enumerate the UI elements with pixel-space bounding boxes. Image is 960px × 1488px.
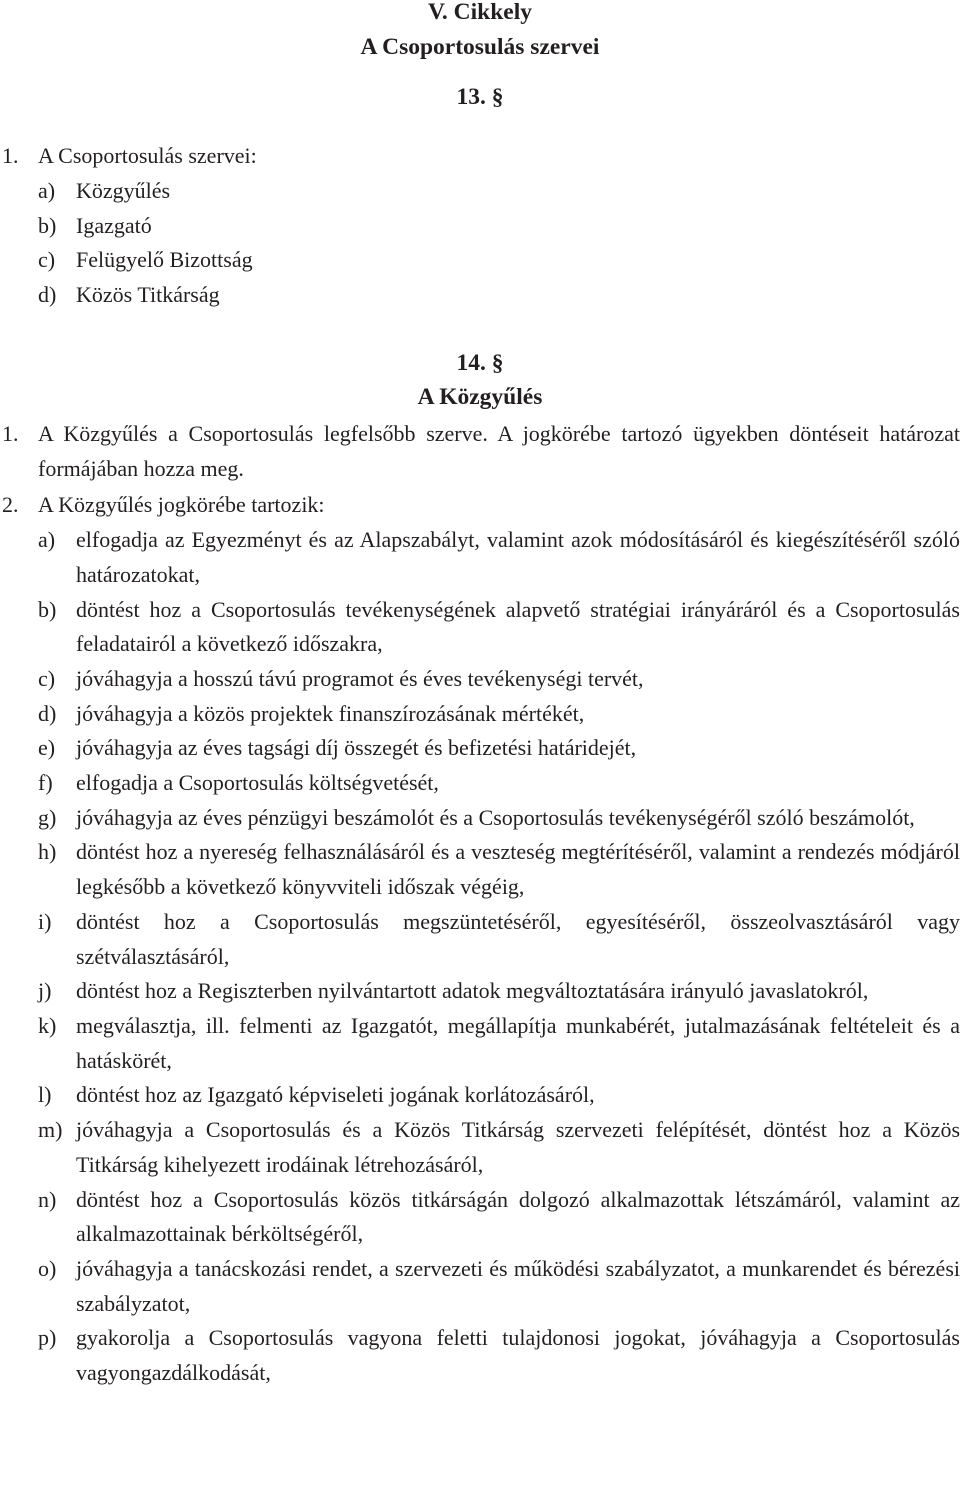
sub-item — [38, 1078, 960, 1113]
section-13-list — [0, 139, 960, 313]
sub-item-text: döntést hoz a Csoportosulás közös titkárságán dolgozó alkalmazottak létszámáról, valamint az alkalmazottainak bérköltségéről, — [76, 1186, 960, 1247]
sub-item-text: jóváhagyja a tanácskozási rendet, a szervezeti és működési szabályzatot, a munkarendet és bérezési szabályzatot, — [76, 1255, 960, 1316]
sub-item — [38, 593, 960, 662]
sub-item-label: c) — [38, 247, 56, 273]
section-14-subitems — [0, 523, 960, 1391]
sub-item — [38, 1183, 960, 1252]
sub-item-text: döntést hoz a nyereség felhasználásáról és a veszteség megtérítéséről, valamint a rendezés módjáról legkésőbb a következő könyvviteli időszak végéig, — [76, 839, 960, 900]
sub-item-text: jóváhagyja az éves pénzügyi beszámolót és a Csoportosulás tevékenységéről szóló beszámolót, — [76, 804, 915, 830]
sub-item-label: c) — [38, 665, 56, 691]
sub-item-text: jóváhagyja a hosszú távú programot és éves tevékenységi tervét, — [76, 665, 644, 691]
sub-item — [38, 1321, 960, 1390]
sub-item — [38, 835, 960, 904]
sub-item-label: o) — [38, 1255, 57, 1281]
sub-item-label: b) — [38, 596, 57, 622]
sub-item-text: Igazgató — [76, 212, 152, 238]
sub-item-label: p) — [38, 1325, 57, 1351]
sub-item — [38, 278, 960, 313]
sub-item — [38, 1009, 960, 1078]
chapter-subtitle: A Csoportosulás szervei — [360, 33, 600, 60]
sub-item-label: k) — [38, 1012, 57, 1038]
sub-item-text: jóváhagyja a Csoportosulás és a Közös Titkárság szervezeti felépítését, döntést hoz a Közös Titkárság kihelyezett irodáinak létrehozásáról, — [76, 1117, 960, 1177]
sub-item-text: Közgyűlés — [76, 177, 171, 203]
sub-item-label: h) — [38, 839, 57, 865]
sub-item-text: döntést hoz a Csoportosulás megszüntetéséről, egyesítéséről, összeolvasztásáról vagy szétválasztásáról, — [76, 908, 960, 969]
sub-item — [38, 974, 960, 1009]
sub-item-label: m) — [38, 1117, 63, 1143]
sub-item — [38, 697, 960, 732]
sub-item — [38, 731, 960, 766]
sub-item-text: megválasztja, ill. felmenti az Igazgatót, megállapítja munkabérét, jutalmazásának feltételeit és a hatáskörét, — [76, 1012, 960, 1073]
section-14-heading: 14. § — [456, 349, 504, 376]
item-text: A Csoportosulás szervei: — [38, 143, 257, 169]
sub-item-text: jóváhagyja az éves tagsági díj összegét és befizetési határidejét, — [76, 735, 637, 761]
item-number: 1. — [2, 421, 19, 447]
sub-item-text: gyakorolja a Csoportosulás vagyona feletti tulajdonosi jogokat, jóváhagyja a Csoportosulás vagyongazdálkodását, — [76, 1325, 960, 1386]
item-number: 1. — [2, 143, 19, 169]
sub-item — [38, 801, 960, 836]
sub-item-text: jóváhagyja a közös projektek finanszírozásának mértékét, — [76, 700, 585, 726]
sub-item — [38, 174, 960, 209]
sub-item-text: döntést hoz a Regiszterben nyilvántartott adatok megváltoztatására irányuló javaslatokról, — [76, 978, 869, 1004]
sub-item-text: elfogadja a Csoportosulás költségvetését, — [76, 770, 439, 796]
sub-item-label: l) — [38, 1082, 52, 1108]
section-14-list — [0, 417, 960, 1391]
chapter-title: V. Cikkely — [427, 0, 533, 25]
sub-item-label: d) — [38, 281, 57, 307]
sub-item — [38, 243, 960, 278]
section-13-item-1 — [0, 139, 960, 174]
sub-item-text: döntést hoz a Csoportosulás tevékenységének alapvető stratégiai irányáráról és a Csoportosulás feladatairól a következő időszakra, — [76, 596, 960, 657]
sub-item-label: n) — [38, 1186, 57, 1212]
sub-item — [38, 1252, 960, 1321]
sub-item — [38, 1113, 960, 1182]
sub-item-text: Közös Titkárság — [76, 281, 220, 307]
sub-item-label: a) — [38, 177, 56, 203]
sub-item-label: f) — [38, 770, 53, 796]
sub-item-label: d) — [38, 700, 57, 726]
sub-item-label: j) — [38, 978, 52, 1004]
sub-item — [38, 766, 960, 801]
sub-item-text: döntést hoz az Igazgató képviseleti jogának korlátozásáról, — [76, 1082, 595, 1108]
item-text: A Közgyűlés a Csoportosulás legfelsőbb szerve. A jogkörébe tartozó ügyekben döntéseit határozat formájában hozza meg. — [38, 421, 960, 481]
sub-item — [38, 905, 960, 974]
section-14-title: A Közgyűlés — [417, 384, 543, 411]
sub-item-label: g) — [38, 804, 57, 830]
sub-item-label: i) — [38, 908, 52, 934]
section-14-item-1 — [0, 417, 960, 486]
item-number: 2. — [2, 492, 19, 518]
sub-item-text: elfogadja az Egyezményt és az Alapszabályt, valamint azok módosításáról és kiegészítéséről szóló határozatokat, — [76, 527, 960, 587]
sub-item-label: a) — [38, 527, 56, 553]
sub-item — [38, 523, 960, 592]
section-13-heading: 13. § — [456, 84, 504, 111]
section-13-subitems — [0, 174, 960, 313]
sub-item — [38, 662, 960, 697]
section-14-item-2 — [0, 488, 960, 523]
sub-item — [38, 209, 960, 244]
item-text: A Közgyűlés jogkörébe tartozik: — [38, 492, 325, 518]
sub-item-label: e) — [38, 735, 56, 761]
sub-item-label: b) — [38, 212, 57, 238]
sub-item-text: Felügyelő Bizottság — [76, 247, 253, 273]
